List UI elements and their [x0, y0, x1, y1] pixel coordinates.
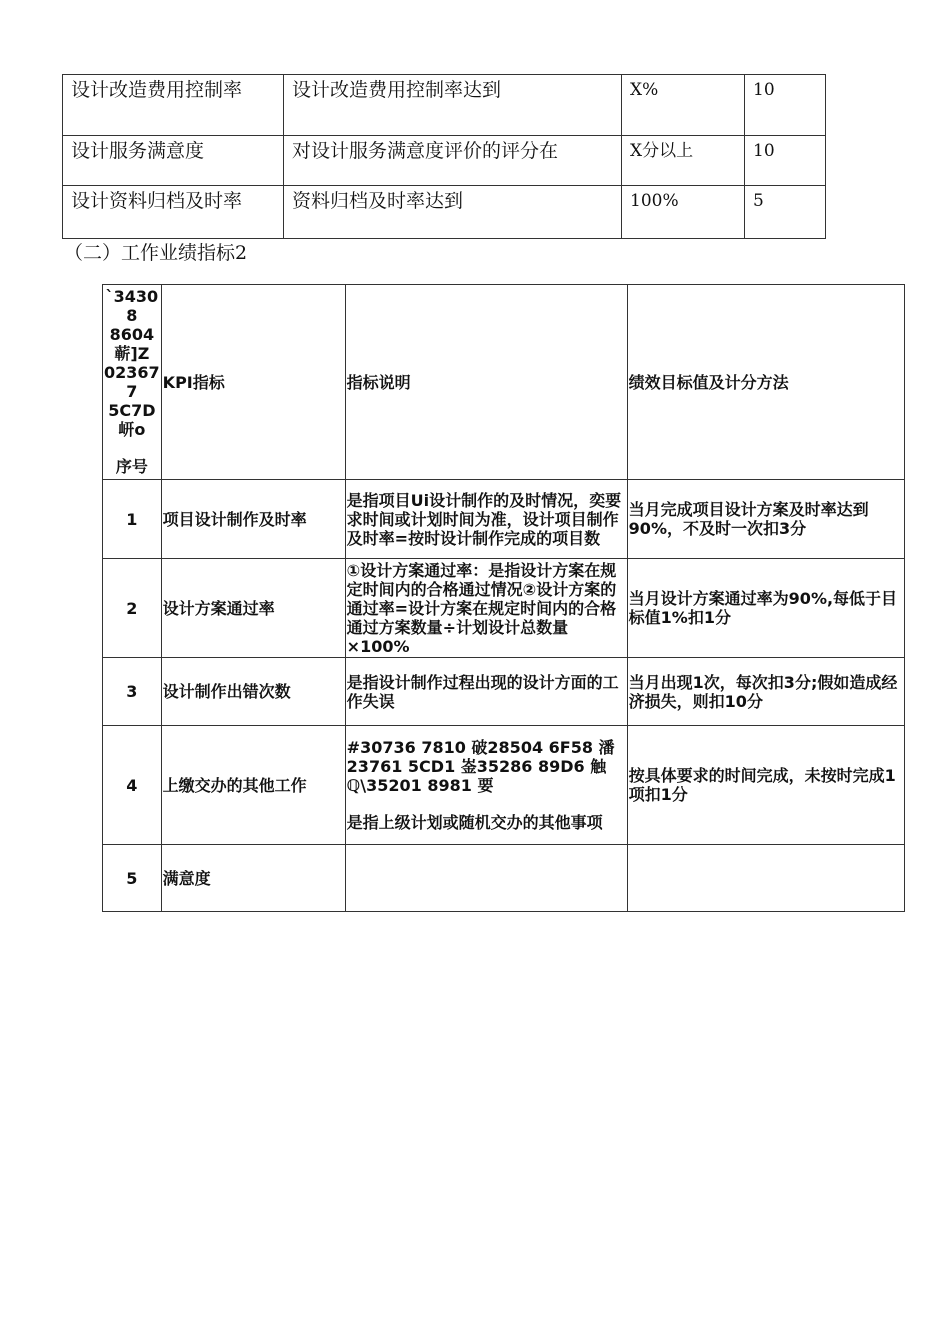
kpi-description: 是指设计制作过程出现的设计方面的工作失误	[345, 658, 627, 726]
kpi-name: 满意度	[161, 845, 345, 912]
kpi-name: 设计服务满意度	[63, 136, 284, 186]
table-row	[103, 658, 905, 726]
header-method: 绩效目标值及计分方法	[627, 285, 904, 480]
kpi-description: 资料归档及时率达到	[284, 186, 622, 239]
row-number: 2	[103, 559, 162, 658]
table-row	[103, 559, 905, 658]
kpi-description-text: 是指上级计划或随机交办的其他事项	[346, 813, 603, 832]
kpi-description: ①设计方案通过率：是指设计方案在规定时间内的合格通过情况②设计方案的通过率=设计方案在规定时间内的合格通过方案数量÷计划设计总数量×100%	[345, 559, 627, 658]
spacer	[347, 795, 626, 813]
kpi-method	[627, 845, 904, 912]
seq-line: 岍o	[118, 420, 146, 439]
kpi-description: 是指项目Ui设计制作的及时情况，奕要求时间或计划时间为准，设计项目制作及时率=按时设计制作完成的项目数	[345, 480, 627, 559]
table-row	[103, 845, 905, 912]
kpi-description-code: #30736 7810 破28504 6F58 潘23761 5CD1 崟35286 89D6 触ℚ\35201 8981 要	[346, 738, 615, 795]
seq-line: 7	[126, 382, 138, 401]
kpi-method: 按具体要求的时间完成，未按时完成1项扣1分	[627, 726, 904, 845]
kpi-target: X%	[622, 75, 745, 136]
row-number: 1	[103, 480, 162, 559]
kpi-summary-table	[62, 74, 826, 239]
kpi-description	[345, 845, 627, 912]
table-row	[103, 480, 905, 559]
kpi-name: 设计改造费用控制率	[63, 75, 284, 136]
kpi-name: 项目设计制作及时率	[161, 480, 345, 559]
seq-line: 8604	[109, 325, 155, 344]
header-description: 指标说明	[345, 285, 627, 480]
row-number: 5	[103, 845, 162, 912]
seq-line: 5C7D	[108, 401, 156, 420]
seq-line: `3430	[105, 287, 159, 306]
table-header-row	[103, 285, 905, 480]
kpi-weight: 10	[745, 136, 826, 186]
section-heading: （二）工作业绩指标2	[64, 242, 248, 264]
row-number: 4	[103, 726, 162, 845]
kpi-target: X分以上	[622, 136, 745, 186]
table-row	[63, 136, 826, 186]
kpi-description	[345, 726, 627, 845]
kpi-target: 100%	[622, 186, 745, 239]
header-kpi: KPI指标	[161, 285, 345, 480]
kpi-description: 对设计服务满意度评价的评分在	[284, 136, 622, 186]
table-row	[103, 726, 905, 845]
table-row	[63, 186, 826, 239]
seq-line: 02367	[104, 363, 160, 382]
kpi-name: 设计资料归档及时率	[63, 186, 284, 239]
seq-line: 8	[126, 306, 138, 325]
kpi-name: 上缴交办的其他工作	[161, 726, 345, 845]
kpi-name: 设计方案通过率	[161, 559, 345, 658]
kpi-weight: 10	[745, 75, 826, 136]
table-row	[63, 75, 826, 136]
seq-line	[104, 439, 160, 457]
kpi-weight: 5	[745, 186, 826, 239]
work-performance-table	[102, 284, 905, 912]
seq-line: 蕲]Z	[114, 344, 150, 363]
header-seq	[103, 285, 162, 480]
kpi-description: 设计改造费用控制率达到	[284, 75, 622, 136]
kpi-method: 当月完成项目设计方案及时率达到90%，不及时一次扣3分	[627, 480, 904, 559]
seq-label: 序号	[115, 457, 148, 476]
kpi-method: 当月出现1次，每次扣3分;假如造成经济损失，则扣10分	[627, 658, 904, 726]
kpi-method: 当月设计方案通过率为90%,每低于目标值1%扣1分	[627, 559, 904, 658]
kpi-name: 设计制作出错次数	[161, 658, 345, 726]
row-number: 3	[103, 658, 162, 726]
